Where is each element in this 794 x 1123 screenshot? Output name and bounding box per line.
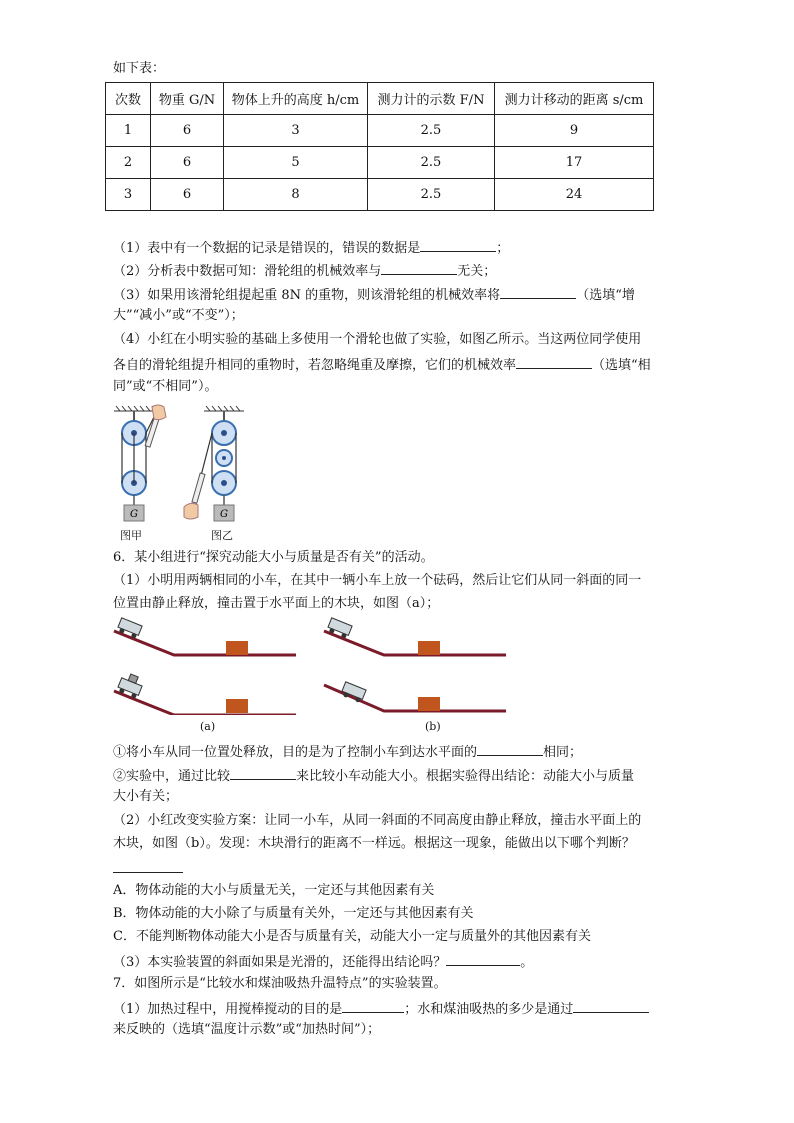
answer-blank[interactable] <box>516 354 592 369</box>
q6-part1-line1: （1）小明用两辆相同的小车，在其中一辆小车上放一个砝码，然后让它们从同一斜面的同一 <box>113 573 642 588</box>
q6-part3-text: （3）本实验装置的斜面如果是光滑的，还能得出结论吗？ <box>113 955 447 970</box>
q5-part4-line1: （4）小红在小明实验的基础上多使用一个滑轮也做了实验，如图乙所示。当这两位同学使用 <box>113 332 642 347</box>
q5-part2-text: （2）分析表中数据可知：滑轮组的机械效率与 <box>113 264 382 279</box>
wooden-block <box>418 641 440 655</box>
pulley-system-a <box>122 405 166 521</box>
q5-part4-suffix: （选填“相 <box>592 358 651 373</box>
hand-icon <box>152 405 166 420</box>
answer-blank[interactable] <box>113 858 183 873</box>
q6-step2-suffix: 来比较小车动能大小。根据实验得出结论：动能大小与质量 <box>296 769 635 784</box>
incline-b-bottom <box>324 682 506 711</box>
table-cell: 1 <box>106 115 151 147</box>
table-cell: 5 <box>224 147 368 179</box>
q6-option-b: B．物体动能的大小除了与质量有关外，一定还与其他因素有关 <box>113 906 474 921</box>
table-cell: 17 <box>495 147 654 179</box>
q6-part2-line2: 木块，如图（b）。发现：木块滑行的距离不一样远。根据这一现象，能做出以下哪个判断？ <box>113 836 635 851</box>
q5-part3-suffix: （选填“增 <box>576 288 635 303</box>
figure-caption-b: (b) <box>425 720 441 733</box>
weight-label: G <box>130 509 138 520</box>
q5-part3 <box>113 284 635 305</box>
table-cell: 6 <box>151 115 224 147</box>
q6-part2-line1: （2）小红改变实验方案：让同一小车，从同一斜面的不同高度由静止释放，撞击水平面上的 <box>113 813 642 828</box>
q5-part2 <box>113 260 496 281</box>
cart-with-weight-icon <box>116 671 144 699</box>
intro-text: 如下表： <box>113 61 166 76</box>
table-row <box>106 115 654 147</box>
table-row <box>106 147 654 179</box>
q5-part4-line3: 同”或“不相同”）。 <box>113 379 218 394</box>
incline-figures <box>112 615 512 715</box>
answer-blank[interactable] <box>500 284 576 299</box>
incline-b-top <box>324 618 506 655</box>
incline-a-top <box>114 618 296 655</box>
answer-blank[interactable] <box>420 237 496 252</box>
table-cell: 2.5 <box>368 115 495 147</box>
figure-caption-a: 图甲 <box>120 529 142 542</box>
answer-blank[interactable] <box>381 260 457 275</box>
ceiling-hatch <box>114 406 244 411</box>
q6-part3-suffix: 。 <box>520 955 534 970</box>
data-table <box>105 82 654 211</box>
table-header: 测力计的示数 F/N <box>368 83 495 115</box>
incline-a-bottom <box>114 671 296 715</box>
hand-icon <box>184 503 198 519</box>
wooden-block <box>418 697 440 711</box>
table-header: 测力计移动的距离 s/cm <box>495 83 654 115</box>
answer-blank[interactable] <box>573 998 649 1013</box>
wooden-block <box>226 641 248 655</box>
answer-blank[interactable] <box>342 998 404 1013</box>
q6-step1 <box>113 741 582 762</box>
q6-option-c: C．不能判断物体动能大小是否与质量有关，动能大小一定与质量外的其他因素有关 <box>113 929 591 944</box>
q6-part2-answer <box>113 858 183 879</box>
q5-part4-text: 各自的滑轮组提升相同的重物时，若忽略绳重及摩擦，它们的机械效率 <box>113 358 517 373</box>
table-header-row <box>106 83 654 115</box>
table-cell: 6 <box>151 179 224 211</box>
table-header: 物体上升的高度 h/cm <box>224 83 368 115</box>
q5-part1-suffix: ； <box>496 241 510 256</box>
q6-step2-text: ②实验中，通过比较 <box>113 769 231 784</box>
answer-blank[interactable] <box>230 765 296 780</box>
q6-step1-suffix: 相同； <box>543 745 583 760</box>
table-cell: 24 <box>495 179 654 211</box>
table-row <box>106 179 654 211</box>
q5-part3-line2: 大”“减小”或“不变”）； <box>113 308 244 323</box>
q6-title: 6．某小组进行“探究动能大小与质量是否有关”的活动。 <box>113 550 434 565</box>
pulley-figures <box>112 403 252 543</box>
figure-caption-a: (a) <box>200 720 216 733</box>
q5-part1 <box>113 237 509 258</box>
q6-step2-line2: 大小有关； <box>113 789 179 804</box>
table-cell: 6 <box>151 147 224 179</box>
table-cell: 2 <box>106 147 151 179</box>
q5-part2-suffix: 无关； <box>457 264 497 279</box>
table-cell: 3 <box>224 115 368 147</box>
q7-part1-line2: 来反映的（选填“温度计示数”或“加热时间”）； <box>113 1022 381 1037</box>
q5-part3-text: （3）如果用该滑轮组提起重 8N 的重物，则该滑轮组的机械效率将 <box>113 288 501 303</box>
q6-step2 <box>113 765 634 786</box>
table-header: 次数 <box>106 83 151 115</box>
q6-part1-line2: 位置由静止释放，撞击置于水平面上的木块，如图（a）； <box>113 596 440 611</box>
table-header: 物重 G/N <box>151 83 224 115</box>
answer-blank[interactable] <box>446 951 520 966</box>
weight-label: G <box>220 509 228 520</box>
figure-caption-b: 图乙 <box>211 529 233 542</box>
table-cell: 9 <box>495 115 654 147</box>
q6-option-a: A．物体动能的大小与质量无关，一定还与其他因素有关 <box>113 883 435 898</box>
q6-step1-text: ①将小车从同一位置处释放，目的是为了控制小车到达水平面的 <box>113 745 478 760</box>
table-cell: 2.5 <box>368 147 495 179</box>
table-cell: 3 <box>106 179 151 211</box>
table-cell: 2.5 <box>368 179 495 211</box>
q7-title: 7．如图所示是“比较水和煤油吸热升温特点”的实验装置。 <box>113 976 447 991</box>
pulley-system-b <box>184 411 236 521</box>
q7-part1-mid: ；水和煤油吸热的多少是通过 <box>404 1002 574 1017</box>
wooden-block <box>226 699 248 713</box>
q7-part1-text: （1）加热过程中，用搅棒搅动的目的是 <box>113 1002 343 1017</box>
q7-part1 <box>113 998 649 1019</box>
table-cell: 8 <box>224 179 368 211</box>
q5-part4-line2 <box>113 354 651 375</box>
q5-part1-text: （1）表中有一个数据的记录是错误的，错误的数据是 <box>113 241 421 256</box>
answer-blank[interactable] <box>477 741 543 756</box>
spring-scale <box>192 473 205 503</box>
q6-part3 <box>113 951 533 972</box>
